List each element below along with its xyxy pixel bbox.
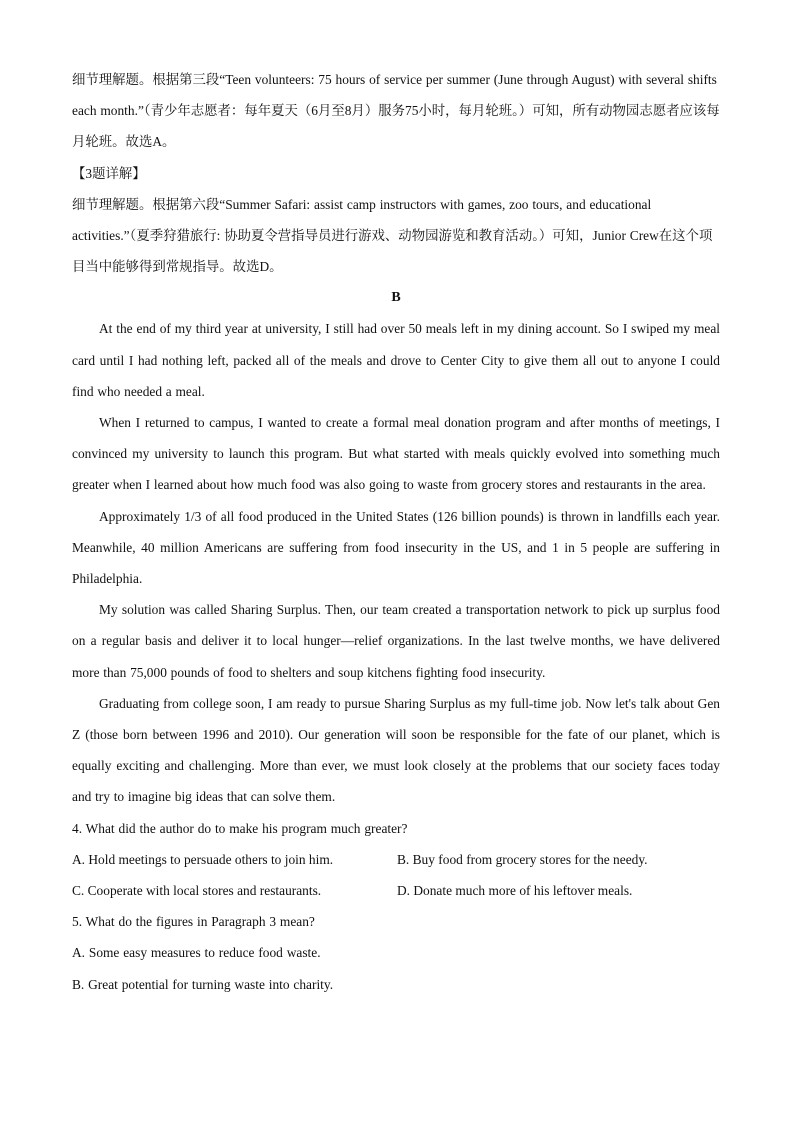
question-5-option-a: A. Some easy measures to reduce food waste. xyxy=(72,945,321,961)
question-4-stem: 4. What did the author do to make his program much greater? xyxy=(72,820,408,836)
q2-analysis: 细节理解题。根据第三段“Teen volunteers: 75 hours of service per summer (June through August) with several shifts each month.”（青少年志愿者：每年夏天（6月至8月）服务75小时，每月轮班。）可知，所有动物园志愿者应该每月轮班。故选A。 xyxy=(72,72,720,150)
passage-paragraph-1: At the end of my third year at university, I still had over 50 meals left in my dining account. So I swiped my meal card until I had nothing left, packed all of the meals and drove to Center City to give them all out to anyone I could find who needed a meal. xyxy=(72,321,720,399)
passage-paragraph-2: When I returned to campus, I wanted to create a formal meal donation program and after months of meetings, I convinced my university to launch this program. But what started with meals quickly evolved into something much greater when I learned about how much food was also going to waste from grocery stores and restaurants in the area. xyxy=(72,415,720,493)
document-page xyxy=(72,64,720,1000)
question-4-option-b: B. Buy food from grocery stores for the needy. xyxy=(397,851,648,867)
question-4-option-a: A. Hold meetings to persuade others to join him. xyxy=(72,851,334,867)
q3-header: 【3题详解】 xyxy=(72,165,146,181)
passage-title: B xyxy=(391,290,401,306)
passage-paragraph-5: Graduating from college soon, I am ready to pursue Sharing Surplus as my full-time job. Now let's talk about Gen Z (those born between 1996 and 2010). Our generation will soon be responsible for the fate of our planet, which is equally exciting and challenging. More than ever, we must look closely at the problems that our society faces today and try to imagine big ideas that can solve them. xyxy=(72,695,720,805)
question-5-option-b: B. Great potential for turning waste into charity. xyxy=(72,976,334,992)
question-4-option-d: D. Donate much more of his leftover meals. xyxy=(397,883,633,899)
question-4-options-row-2 xyxy=(72,875,720,906)
passage-paragraph-3: Approximately 1/3 of all food produced in the United States (126 billion pounds) is thrown in landfills each year. Meanwhile, 40 million Americans are suffering from food insecurity in the US, and 1 in 5 people are suffering in Philadelphia. xyxy=(72,508,720,587)
question-4-options-row-1 xyxy=(72,844,720,875)
question-5-stem: 5. What do the figures in Paragraph 3 mean? xyxy=(72,914,315,930)
passage-paragraph-4: My solution was called Sharing Surplus. Then, our team created a transportation network to pick up surplus food on a regular basis and deliver it to local hunger—relief organizations. In the last twelve months, we have delivered more than 75,000 pounds of food to shelters and soup kitchens fighting food insecurity. xyxy=(72,602,720,680)
question-4-option-c: C. Cooperate with local stores and restaurants. xyxy=(72,883,322,899)
q3-analysis: 细节理解题。根据第六段“Summer Safari: assist camp instructors with games, zoo tours, and educational activities.”（夏季狩猎旅行: 协助夏令营指导员进行游戏、动物园游览和教育活动。）可知，Junior Crew在这个项目当中能够得到常规指导。故选D。 xyxy=(72,196,713,275)
